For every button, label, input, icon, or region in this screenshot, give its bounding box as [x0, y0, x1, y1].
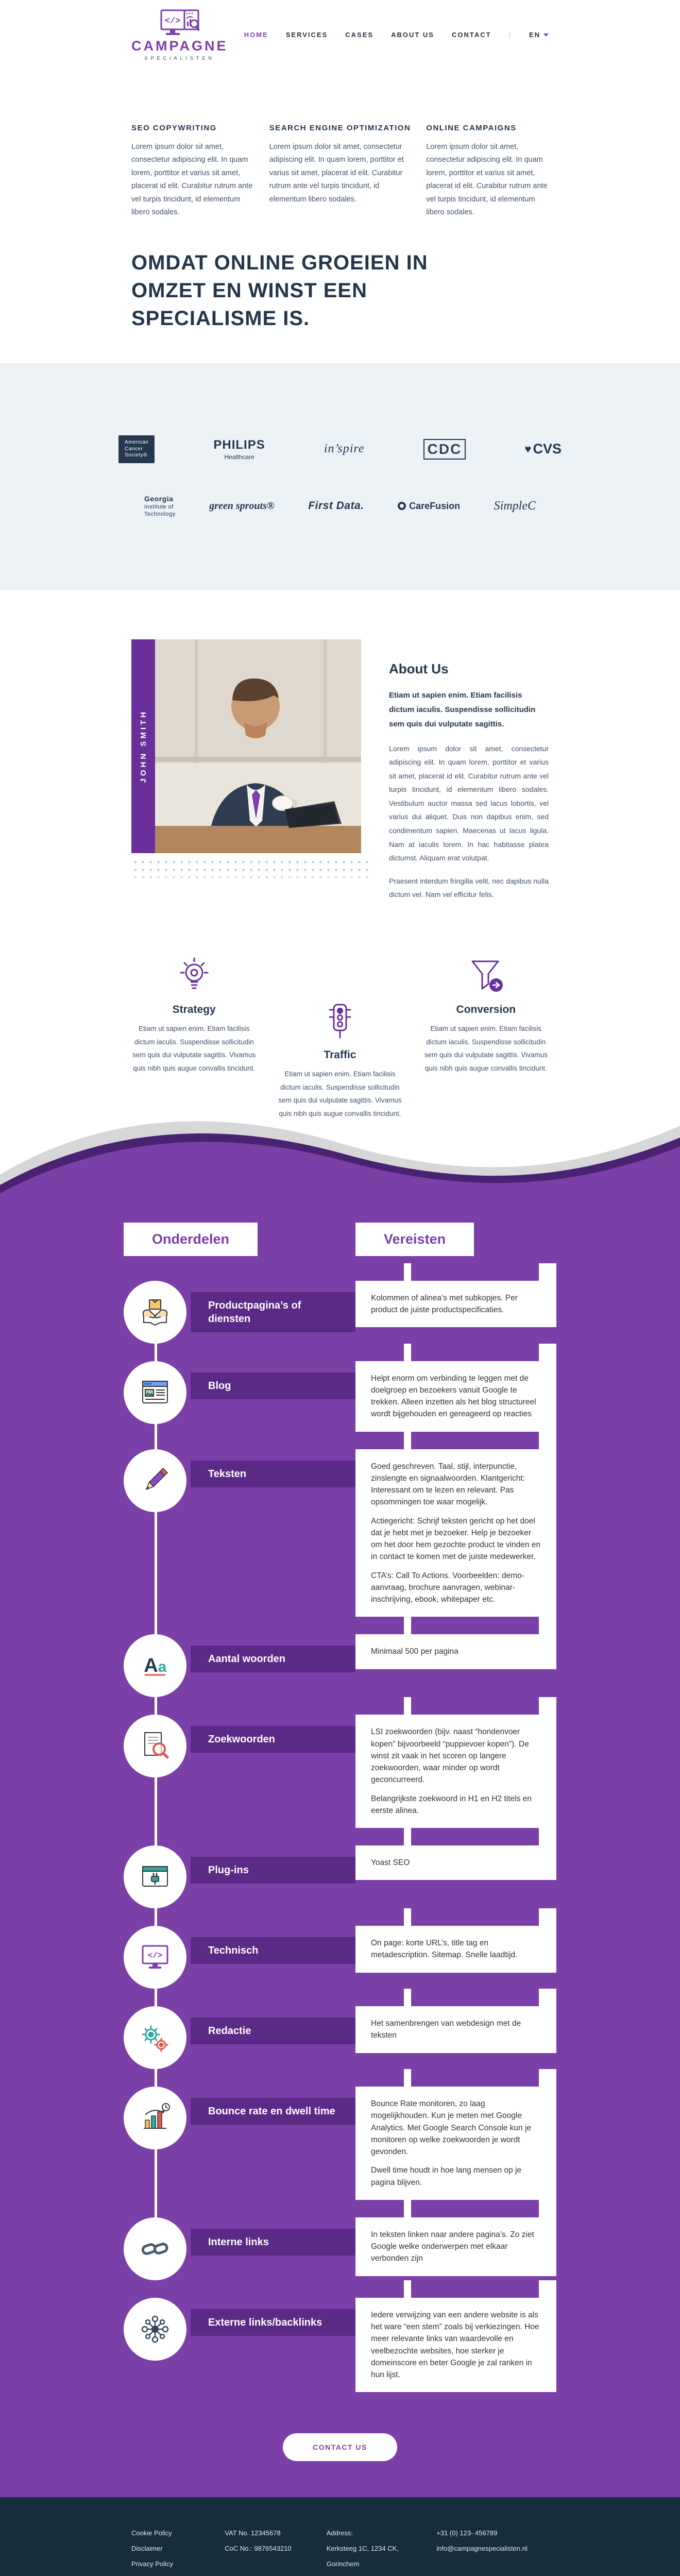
footer-address-column [327, 2526, 427, 2572]
service-text: Lorem ipsum dolor sit amet, consectetur adipiscing elit. In quam lorem, porttitor et varius sit amet, placerat id elit. Curabitur rutrum ante vel turpis tincidunt, id elementum libero sodales. [131, 143, 253, 216]
letters-aa-icon [139, 1649, 172, 1682]
site-header [131, 0, 549, 70]
footer-coc: CoC No.: 9876543210 [225, 2545, 292, 2553]
timeline-circle [124, 1281, 186, 1344]
process-right-header: Vereisten [355, 1223, 474, 1256]
svg-text:</>: </> [164, 16, 181, 26]
svg-text:</>: </> [147, 1951, 163, 1961]
process-row-interne-links [124, 2217, 556, 2280]
feature-conversion [423, 952, 549, 1121]
nav-item-cases[interactable]: CASES [345, 31, 374, 39]
nav-item-contact[interactable]: CONTACT [451, 31, 491, 39]
nav-divider: | [508, 31, 512, 39]
client-logo-green-sprouts: green sprouts® [209, 500, 275, 512]
blog-window-icon [139, 1376, 172, 1409]
traffic-light-icon [319, 1001, 361, 1042]
footer-address-line1: Kerksteeg 1C, 1234 CK, [326, 2545, 399, 2553]
service-online-campaigns [426, 124, 549, 219]
service-title: SEARCH ENGINE OPTIMIZATION [269, 124, 411, 132]
dot-pattern-decoration [131, 858, 368, 878]
brand-name: CAMPAGNE [131, 38, 228, 54]
feature-title: Strategy [172, 1004, 216, 1016]
nav-item-services[interactable]: SERVICES [285, 31, 328, 39]
footer-email[interactable]: info@campagnespecialisten.nl [436, 2545, 528, 2553]
about-intro: Etiam ut sapien enim. Etiam facilisis dictum iaculis. Suspendisse sollicitudin sem quis dui vulputate sagittis. [389, 691, 536, 728]
timeline-circle [124, 2006, 186, 2069]
footer-contact-column [436, 2526, 549, 2572]
footer-link-cookie-policy[interactable]: Cookie Policy [131, 2529, 172, 2537]
about-body-1: Lorem ipsum dolor sit amet, consectetur adipiscing elit. In quam lorem, porttitor et varius sit amet, placerat id elit. Curabitur rutrum ante vel turpis tincidunt, id elementum libero sodales. Vestibulum auctor massa sed lacus lobortis, vel varius dui aliquet. Duis non dapibus enim, sed condimentum sapien. Maecenas ut lacus ligula. Nam at iaculis lorem. In hac habitasse platea dictumst. Aliquam erat volutpat. [389, 744, 549, 862]
process-row-productpaginas [124, 1281, 556, 1344]
chain-link-icon [139, 2232, 172, 2265]
footer-vat: VAT No. 12345678 [225, 2529, 281, 2537]
timeline-circle [124, 1845, 186, 1908]
process-timeline [124, 1281, 556, 2393]
about-section [131, 590, 549, 939]
service-title: ONLINE CAMPAIGNS [426, 124, 517, 132]
timeline-circle [124, 1361, 186, 1424]
hero-section [131, 249, 549, 363]
feature-text: Etiam ut sapien enim. Etiam facilisis dictum iaculis. Suspendisse sollicitudin sem quis dui vulputate sagittis. Vivamus quis nibh quis augue convallis tincidunt. [424, 1025, 548, 1072]
language-label: EN [529, 31, 540, 39]
footer-link-privacy-policy[interactable]: Privacy Policy [131, 2560, 173, 2568]
timeline-circle [124, 1715, 186, 1777]
client-logo-cdc: CDC [423, 439, 466, 460]
brand-tagline: SPECIALISTEN [144, 55, 215, 61]
services-section [131, 70, 549, 249]
process-row-blog [124, 1361, 556, 1432]
client-logo-carefusion: CareFusion [398, 501, 460, 512]
process-row-aantal-woorden [124, 1634, 556, 1697]
client-logo-philips-healthcare: PHILIPS Healthcare [213, 437, 265, 461]
chevron-down-icon [543, 33, 549, 37]
feature-traffic [277, 997, 402, 1121]
footer-registration-column [225, 2526, 316, 2572]
john-smith-photo [155, 639, 361, 853]
about-photo [131, 639, 368, 853]
process-label: Redactie [191, 2018, 355, 2044]
plugin-window-icon [139, 1860, 172, 1893]
feature-text: Etiam ut sapien enim. Etiam facilisis dictum iaculis. Suspendisse sollicitudin sem quis dui vulputate sagittis. Vivamus quis nibh quis augue convallis tincidunt. [132, 1025, 256, 1072]
process-row-plugins [124, 1845, 556, 1908]
features-section [131, 939, 549, 1121]
client-logo-first-data: First Data. [308, 500, 364, 512]
service-search-engine-optimization [269, 124, 411, 219]
lightbulb-icon [174, 955, 215, 996]
photo-person-name: JOHN SMITH [139, 709, 148, 783]
process-label: Externe links/backlinks [191, 2309, 355, 2336]
gears-icon [139, 2021, 172, 2054]
hero-heading: OMDAT ONLINE GROEIEN IN OMZET EN WINST EEN SPECIALISME IS. [131, 251, 428, 330]
client-logo-american-cancer-society: American Cancer Society® [118, 435, 155, 463]
hands-box-icon [139, 1296, 172, 1329]
client-logo-georgia-tech: Georgia Institute of Technology [144, 494, 176, 518]
process-section [0, 1097, 680, 2498]
process-label: Aantal woorden [191, 1646, 355, 1672]
bounce-chart-icon [139, 2102, 172, 2134]
svg-text:a: a [158, 1658, 167, 1676]
monitor-search-logo-icon [160, 9, 199, 38]
process-requirement-box: Iedere verwijzing van een andere website is als het ware “een stem” zoals bij verkiezingen. Hoe meer relevante links van waardevolle en veelbezochte websites, hoe sterker je domeinscore en beter Google je zal ranken in hun lijst. [355, 2298, 556, 2393]
main-nav [244, 31, 549, 39]
process-requirement-box: Minimaal 500 per pagina [355, 1634, 556, 1669]
process-requirement-box: Helpt enorm om verbinding te leggen met de doelgroep en bezoekers vanuit Google te trekken. Alleen inzetten als het blog structureel wordt bijgehouden en gereageerd op reacties [355, 1361, 556, 1432]
timeline-circle [124, 1926, 186, 1989]
process-requirement-box: LSI zoekwoorden (bijv. naast “hondenvoer kopen” bijvoorbeeld “puppievoer kopen”). De winst zit vaak in het scoren op langere zoekwoorden, waar minder op wordt geconcurreerd. Belangrijkste zoekwoord in H1 en H2 titels en eerste alinea. [355, 1715, 556, 1828]
footer-phone[interactable]: +31 (0) 123- 456789 [436, 2529, 498, 2537]
feature-strategy [131, 952, 257, 1121]
network-share-icon [139, 2313, 172, 2346]
timeline-circle [124, 1449, 186, 1512]
timeline-circle [124, 1634, 186, 1697]
heart-icon: ♥ [524, 442, 532, 455]
process-row-redactie [124, 2006, 556, 2069]
feature-text: Etiam ut sapien enim. Etiam facilisis dictum iaculis. Suspendisse sollicitudin sem quis dui vulputate sagittis. Vivamus quis nibh quis augue convallis tincidunt. [278, 1070, 402, 1117]
brand-logo[interactable] [131, 9, 228, 61]
service-text: Lorem ipsum dolor sit amet, consectetur adipiscing elit. In quam lorem, porttitor et varius sit amet, placerat id elit. Curabitur rutrum ante vel turpis tincidunt, id elementum libero sodales. [269, 143, 404, 204]
process-label: Teksten [191, 1461, 355, 1487]
process-requirement-box: Bounce Rate monitoren, zo laag mogelijkhouden. Kun je meten met Google Analytics. Met Google Search Console kun je monitoren op welke zoekwoorden je wordt gevonden. Dwell time houdt in hoe lang mensen op je pagina blijven. [355, 2087, 556, 2200]
process-row-externe-links [124, 2298, 556, 2393]
timeline-circle [124, 2298, 186, 2361]
clients-band [0, 363, 680, 590]
timeline-circle [124, 2087, 186, 2149]
process-requirement-box: Kolommen of alinea’s met subkopjes. Per product de juiste productspecificaties. [355, 1281, 556, 1328]
process-label: Technisch [191, 1937, 355, 1964]
process-label: Bounce rate en dwell time [191, 2098, 355, 2125]
clients-row-2 [144, 494, 536, 518]
language-selector[interactable] [529, 31, 549, 39]
nav-item-about-us[interactable]: ABOUT US [391, 31, 434, 39]
site-footer [0, 2497, 680, 2576]
client-logo-cvs: ♥ CVS [524, 441, 562, 457]
footer-link-disclaimer[interactable]: Disclaimer [131, 2545, 163, 2553]
footer-address-line2: Gorinchem [326, 2560, 360, 2568]
photo-name-band [131, 639, 155, 853]
footer-links-column [131, 2526, 214, 2572]
funnel-icon [465, 955, 506, 996]
feature-title: Traffic [324, 1049, 356, 1061]
pencil-icon [139, 1464, 172, 1497]
timeline-circle [124, 2217, 186, 2280]
nav-item-home[interactable]: HOME [244, 31, 268, 39]
contact-us-button[interactable]: CONTACT US [283, 2433, 397, 2461]
clients-row-1 [118, 435, 562, 463]
about-title: About Us [389, 661, 449, 677]
about-body-2: Praesent interdum fringilla velit, nec dapibus nulla dictum vel. Nam vel efficitur felis. [389, 876, 549, 899]
service-title: SEO COPYWRITING [131, 124, 217, 132]
process-requirement-box: Het samenbrengen van webdesign met de teksten [355, 2006, 556, 2053]
service-text: Lorem ipsum dolor sit amet, consectetur adipiscing elit. In quam lorem, porttitor et varius sit amet, placerat id elit. Curabitur rutrum ante vel turpis tincidunt, id elementum libero sodales. [426, 143, 548, 216]
process-label: Zoekwoorden [191, 1726, 355, 1753]
process-requirement-box: On page: korte URL’s, title tag en metadescription. Sitemap. Snelle laadtijd. [355, 1926, 556, 1973]
process-label: Blog [191, 1372, 355, 1399]
process-requirement-box: Goed geschreven. Taal, stijl, interpunctie, zinslengte en signaalwoorden. Klantgericht: Interessant om te lezen en relevant. Pas opsommingen toe waar mogelijk. Actiegericht: Schrijf teksten gericht op het doel dat je hebt met je bezoeker. Help je bezoeker om het door hem gezochte product te vinden en in contact te komen met de juiste medewerker. CTA’s: Call To Actions. Voorbeelden: demo-aanvraag, brochure aanvragen, webinar-inschrijving, ebook, whitepaper etc. [355, 1449, 556, 1617]
process-label: Productpagina’s of diensten [191, 1292, 355, 1332]
process-row-zoekwoorden [124, 1715, 556, 1828]
carefusion-circle-icon [398, 502, 406, 510]
process-label: Interne links [191, 2229, 355, 2256]
monitor-code-icon [139, 1941, 172, 1974]
client-logo-inspire: in’spire [324, 442, 365, 456]
search-document-icon [139, 1730, 172, 1762]
process-row-teksten [124, 1449, 556, 1617]
process-row-bounce-rate [124, 2087, 556, 2200]
feature-title: Conversion [456, 1004, 516, 1016]
service-seo-copywriting [131, 124, 254, 219]
footer-address-label: Address: [326, 2529, 353, 2537]
client-logo-simplec: SimpleC [494, 499, 536, 513]
process-label: Plug-ins [191, 1857, 355, 1884]
process-requirement-box: In teksten linken naar andere pagina’s. Zo ziet Google welke onderwerpen met elkaar verbonden zijn [355, 2217, 556, 2276]
process-left-header: Onderdelen [124, 1223, 258, 1256]
process-requirement-box: Yoast SEO [355, 1845, 556, 1880]
svg-text:A: A [144, 1655, 158, 1677]
process-row-technisch [124, 1926, 556, 1989]
